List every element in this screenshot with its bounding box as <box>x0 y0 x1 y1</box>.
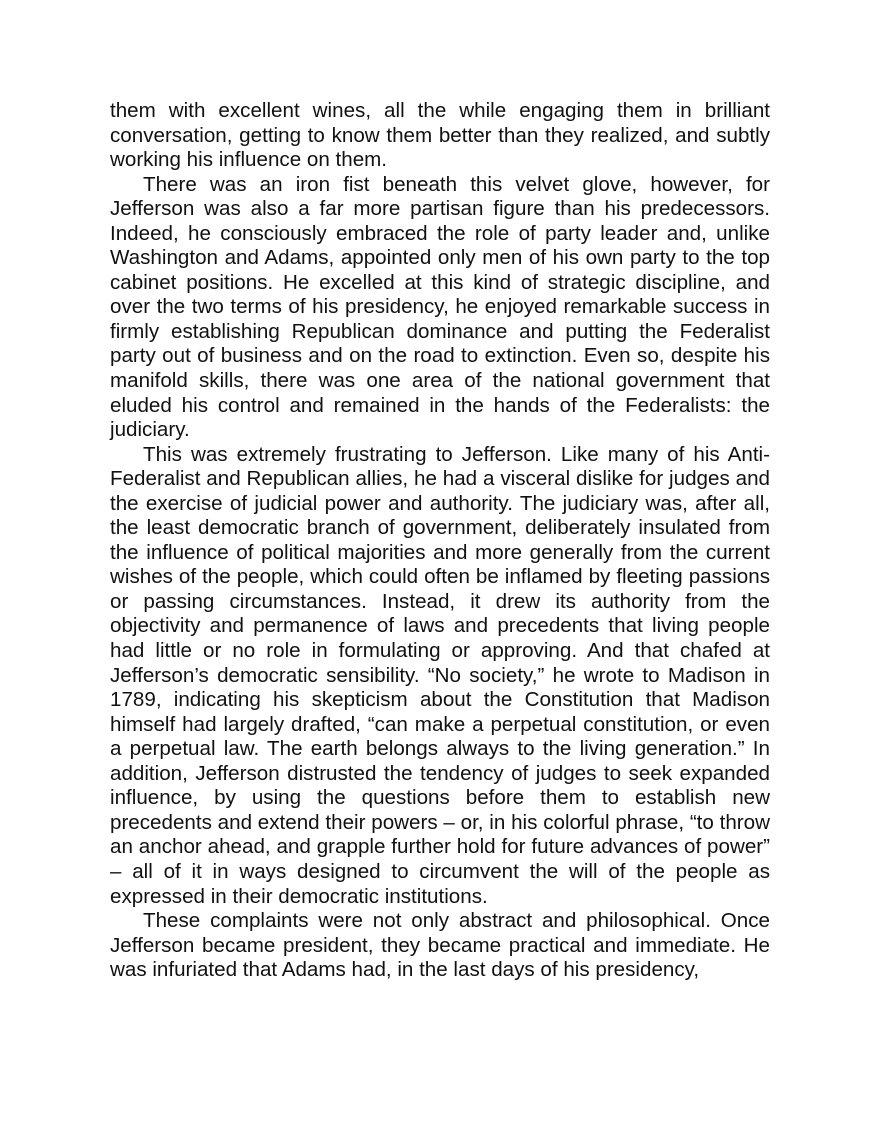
paragraph-2: There was an iron fist beneath this velvet glove, however, for Jefferson was also a far more partisan figure than his predecessors. Indeed, he consciously embraced the role of party leader and, unlike Washington and Adams, appointed only men of his own party to the top cabinet positions. He excelled at this kind of strategic discipline, and over the two terms of his presidency, he enjoyed remarkable success in firmly establishing Republican dominance and putting the Federalist party out of business and on the road to extinction. Even so, despite his manifold skills, there was one area of the national government that eluded his control and remained in the hands of the Federalists: the judiciary. <box>110 172 770 442</box>
paragraph-3: This was extremely frustrating to Jefferson. Like many of his Anti-Federalist and Republican allies, he had a visceral dislike for judges and the exercise of judicial power and authority. The judiciary was, after all, the least democratic branch of government, deliberately insulated from the influence of political majorities and more generally from the current wishes of the people, which could often be inflamed by fleeting passions or passing circumstances. Instead, it drew its authority from the objectivity and permanence of laws and precedents that living people had little or no role in formulating or approving. And that chafed at Jefferson’s democratic sensibility. “No society,” he wrote to Madison in 1789, indicating his skepticism about the Constitution that Madison himself had largely drafted, “can make a perpetual constitution, or even a perpetual law. The earth belongs always to the living generation.” In addition, Jefferson distrusted the tendency of judges to seek expanded influence, by using the questions before them to establish new precedents and extend their powers – or, in his colorful phrase, “to throw an anchor ahead, and grapple further hold for future advances of power” – all of it in ways designed to circumvent the will of the people as expressed in their democratic institutions. <box>110 442 770 908</box>
body-text <box>110 99 770 983</box>
paragraph-4: These complaints were not only abstract and philosophical. Once Jefferson became president, they became practical and immediate. He was infuriated that Adams had, in the last days of his presidency, <box>110 909 770 982</box>
paragraph-1: them with excellent wines, all the while engaging them in brilliant conversation, getting to know them better than they realized, and subtly working his influence on them. <box>110 99 770 172</box>
